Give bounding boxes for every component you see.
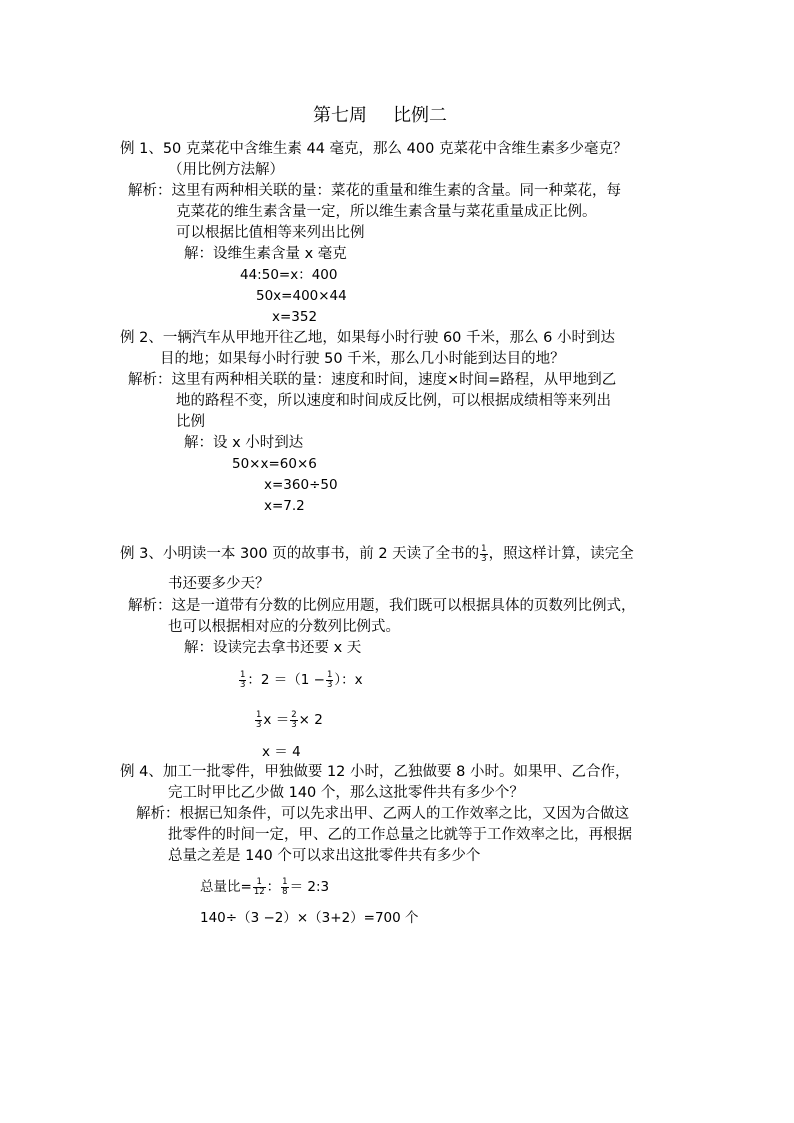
ex4-ratio-result: ＝ 2:3 — [289, 879, 330, 895]
ex3-question-text-a: 例 3、小明读一本 300 页的故事书，前 2 天读了全书的 — [120, 546, 480, 562]
fraction-denominator: 3 — [240, 679, 246, 690]
fraction-denominator: 12 — [253, 886, 265, 897]
title-sub: 比例二 — [393, 105, 447, 126]
fraction-one-third — [239, 671, 246, 690]
fraction-one-third — [326, 671, 333, 690]
ex4-ratio-label: 总量比= — [200, 879, 252, 895]
ex1-solution-line2: 44:50=x：400 — [240, 267, 338, 283]
fraction-one-third — [480, 545, 487, 564]
ex1-analysis-line3: 可以根据比值相等来列出比例 — [176, 225, 365, 241]
ex1-solution-line4: x=352 — [272, 309, 318, 325]
fraction-two-thirds — [290, 711, 297, 730]
ex1-analysis-line1: 解析：这里有两种相关联的量：菜花的重量和维生素的含量。同一种菜花，每 — [128, 183, 621, 199]
ex1-solution-line1: 解：设维生素含量 x 毫克 — [184, 246, 347, 262]
ex4-analysis-line1: 解析：根据已知条件，可以先求出甲、乙两人的工作效率之比，又因为合做这 — [136, 806, 629, 822]
fraction-denominator: 3 — [291, 719, 297, 730]
fraction-numerator: 1 — [481, 543, 487, 554]
fraction-one-twelfth — [253, 878, 266, 897]
ex4-answer-line: 140÷（3 −2）×（3+2）=700 个 — [200, 910, 419, 926]
ex3-equation-3: x ＝ 4 — [262, 744, 301, 760]
ex2-solution-line3: x=360÷50 — [264, 477, 338, 493]
ex3-equation-2-text-b: × 2 — [298, 712, 323, 728]
fraction-numerator: 1 — [327, 669, 333, 680]
ex3-analysis-line1: 解析：这是一道带有分数的比例应用题，我们既可以根据具体的页数列比例式， — [128, 598, 636, 614]
ex1-analysis-line2: 克菜花的维生素含量一定，所以维生素含量与菜花重量成正比例。 — [176, 204, 597, 220]
fraction-numerator: 1 — [256, 709, 262, 720]
fraction-numerator: 1 — [282, 876, 288, 887]
ex1-question-line1: 例 1、50 克菜花中含维生素 44 毫克，那么 400 克菜花中含维生素多少毫克？ — [120, 141, 628, 157]
fraction-denominator: 3 — [256, 719, 262, 730]
ex3-equation-1 — [238, 670, 363, 690]
ex2-analysis-line3: 比例 — [176, 414, 205, 430]
ex3-equation-2-text-a: x ＝ — [263, 712, 290, 728]
ex3-solution-line1: 解：设读完去拿书还要 x 天 — [184, 640, 362, 656]
page-title — [313, 104, 447, 128]
fraction-one-eighth — [281, 878, 288, 897]
ex4-question-line1: 例 4、加工一批零件，甲独做要 12 小时，乙独做要 8 小时。如果甲、乙合作， — [120, 764, 630, 780]
ex3-question-text-b: ，照这样计算，读完全 — [488, 546, 634, 562]
ex2-question-line2: 目的地；如果每小时行驶 50 千米，那么几小时能到达目的地？ — [160, 351, 565, 367]
ex4-ratio-separator: ： — [266, 879, 281, 895]
ex3-question-line1 — [120, 544, 634, 564]
ex2-analysis-line2: 地的路程不变，所以速度和时间成反比例，可以根据成绩相等来列出 — [176, 393, 611, 409]
ex3-equation-1-text-a: ：2 ＝（1 − — [247, 672, 325, 688]
ex1-solution-line3: 50x=400×44 — [256, 288, 347, 304]
ex2-solution-line2: 50×x=60×6 — [232, 456, 317, 472]
ex2-question-line1: 例 2、一辆汽车从甲地开往乙地，如果每小时行驶 60 千米，那么 6 小时到达 — [120, 330, 615, 346]
fraction-numerator: 1 — [240, 669, 246, 680]
ex3-equation-1-text-b: ）：x — [334, 672, 363, 688]
fraction-denominator: 3 — [327, 679, 333, 690]
ex2-solution-line1: 解：设 x 小时到达 — [184, 435, 304, 451]
ex2-analysis-line1: 解析：这里有两种相关联的量：速度和时间，速度×时间=路程，从甲地到乙 — [128, 372, 617, 388]
ex2-solution-line4: x=7.2 — [264, 498, 305, 514]
fraction-denominator: 3 — [481, 553, 487, 564]
ex4-analysis-line3: 总量之差是 140 个可以求出这批零件共有多少个 — [168, 848, 481, 864]
ex3-question-line2: 书还要多少天？ — [168, 576, 270, 592]
ex4-ratio-line — [200, 877, 329, 897]
ex3-equation-2 — [254, 710, 323, 730]
fraction-one-third — [255, 711, 262, 730]
fraction-numerator: 1 — [253, 878, 266, 888]
ex1-question-line2: （用比例方法解） — [168, 162, 284, 178]
fraction-numerator: 2 — [291, 709, 297, 720]
fraction-denominator: 8 — [282, 886, 288, 897]
ex3-analysis-line2: 也可以根据相对应的分数列比例式。 — [168, 619, 400, 635]
title-main: 第七周 — [313, 105, 367, 126]
ex4-analysis-line2: 批零件的时间一定，甲、乙的工作总量之比就等于工作效率之比，再根据 — [168, 827, 632, 843]
ex4-question-line2: 完工时甲比乙少做 140 个，那么这批零件共有多少个？ — [168, 785, 524, 801]
